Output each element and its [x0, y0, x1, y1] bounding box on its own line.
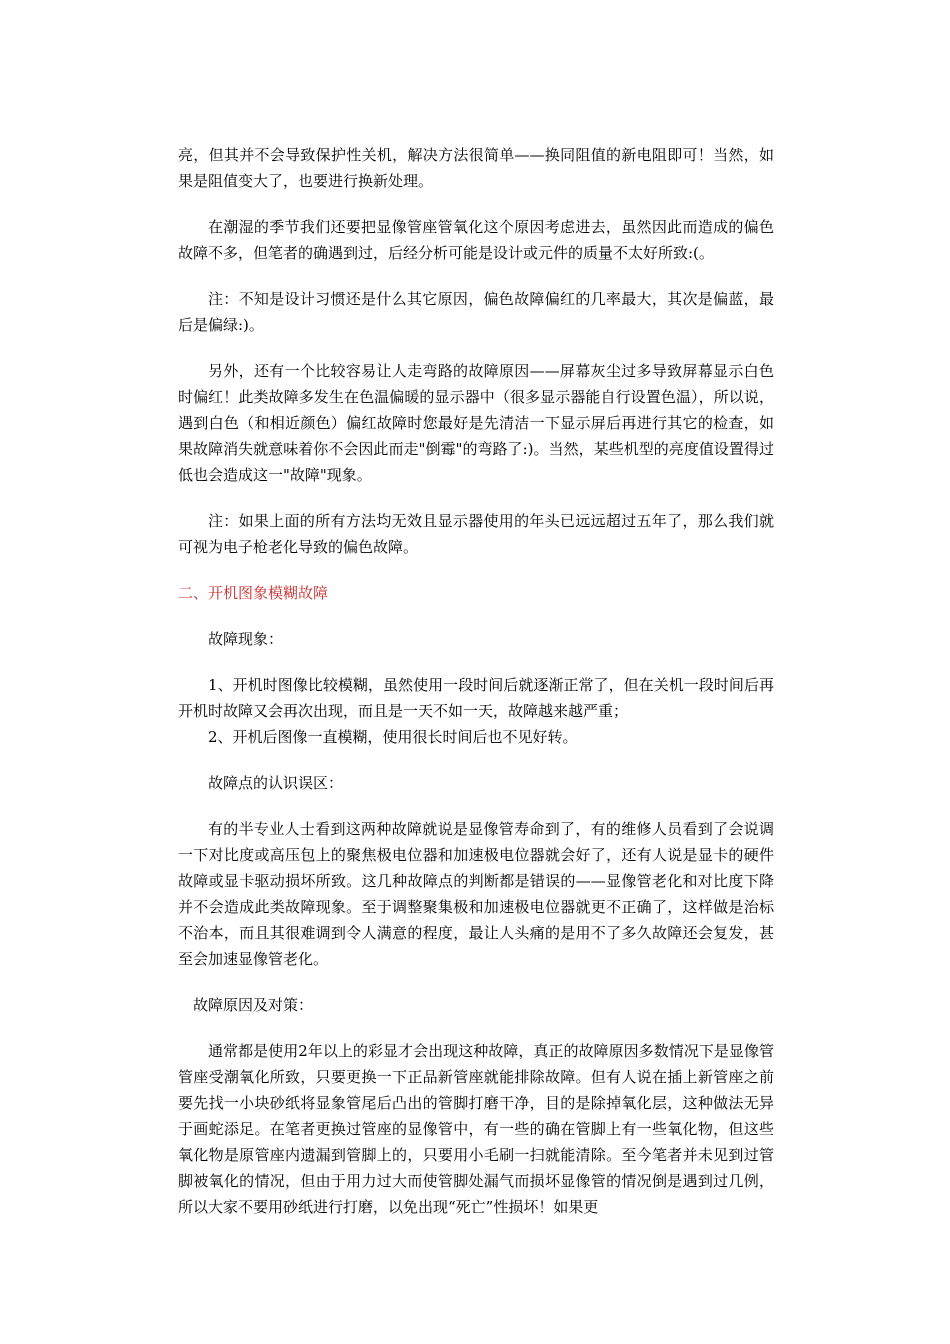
- list-item: 2、开机后图像一直模糊，使用很长时间后也不见好转。: [208, 728, 578, 746]
- note-paragraph: 注：不知是设计习惯还是什么其它原因，偏色故障偏红的几率最大，其次是偏蓝，最后是偏绿:)。: [178, 290, 774, 334]
- paragraph: 在潮湿的季节我们还要把显像管座管氧化这个原因考虑进去，虽然因此而造成的偏色故障不多，但笔者的确遇到过，后经分析可能是设计或元件的质量不太好所致:(。: [178, 218, 774, 262]
- section-heading: 二、开机图象模糊故障: [178, 584, 329, 602]
- subheading-causes: 故障原因及对策：: [193, 996, 314, 1014]
- paragraph: 亮，但其并不会导致保护性关机，解决方法很简单——换同阻值的新电阻即可！当然，如果是阻值变大了，也要进行换新处理。: [178, 146, 774, 190]
- subheading-symptoms: 故障现象：: [208, 630, 284, 648]
- document-body: [178, 142, 774, 1220]
- paragraph: 另外，还有一个比较容易让人走弯路的故障原因——屏幕灰尘过多导致屏幕显示白色时偏红！此类故障多发生在色温偏暖的显示器中（很多显示器能自行设置色温），所以说，遇到白色（和相近颜色）偏红故障时您最好是先清洁一下显示屏后再进行其它的检查，如果故障消失就意味着你不会因此而走"倒霉"的弯路了:)。当然，某些机型的亮度值设置得过低也会造成这一"故障"现象。: [178, 362, 774, 484]
- note-paragraph: 注：如果上面的所有方法均无效且显示器使用的年头已远远超过五年了，那么我们就可视为电子枪老化导致的偏色故障。: [178, 512, 774, 556]
- paragraph: 通常都是使用2年以上的彩显才会出现这种故障，真正的故障原因多数情况下是显像管管座受潮氧化所致，只要更换一下正品新管座就能排除故障。但有人说在插上新管座之前要先找一小块砂纸将显象管尾后凸出的管脚打磨干净，目的是除掉氧化层，这种做法无异于画蛇添足。在笔者更换过管座的显像管中，有一些的确在管脚上有一些氧化物，但这些氧化物是原管座内遗漏到管脚上的，只要用小毛刷一扫就能清除。至今笔者并未见到过管脚被氧化的情况，但由于用力过大而使管脚处漏气而损坏显像管的情况倒是遇到过几例，所以大家不要用砂纸进行打磨，以免出现“死亡”性损坏！如果更: [178, 1042, 774, 1216]
- subheading-misconceptions: 故障点的认识误区：: [208, 774, 344, 792]
- paragraph: 有的半专业人士看到这两种故障就说是显像管寿命到了，有的维修人员看到了会说调一下对比度或高压包上的聚焦极电位器和加速极电位器就会好了，还有人说是显卡的硬件故障或显卡驱动损坏所致。这几种故障点的判断都是错误的——显像管老化和对比度下降并不会造成此类故障现象。至于调整聚集极和加速极电位器就更不正确了，这样做是治标不治本，而且其很难调到令人满意的程度，最让人头痛的是用不了多久故障还会复发，甚至会加速显像管老化。: [178, 820, 774, 968]
- list-item: 1、开机时图像比较模糊，虽然使用一段时间后就逐渐正常了，但在关机一段时间后再开机时故障又会再次出现，而且是一天不如一天，故障越来越严重；: [178, 676, 774, 720]
